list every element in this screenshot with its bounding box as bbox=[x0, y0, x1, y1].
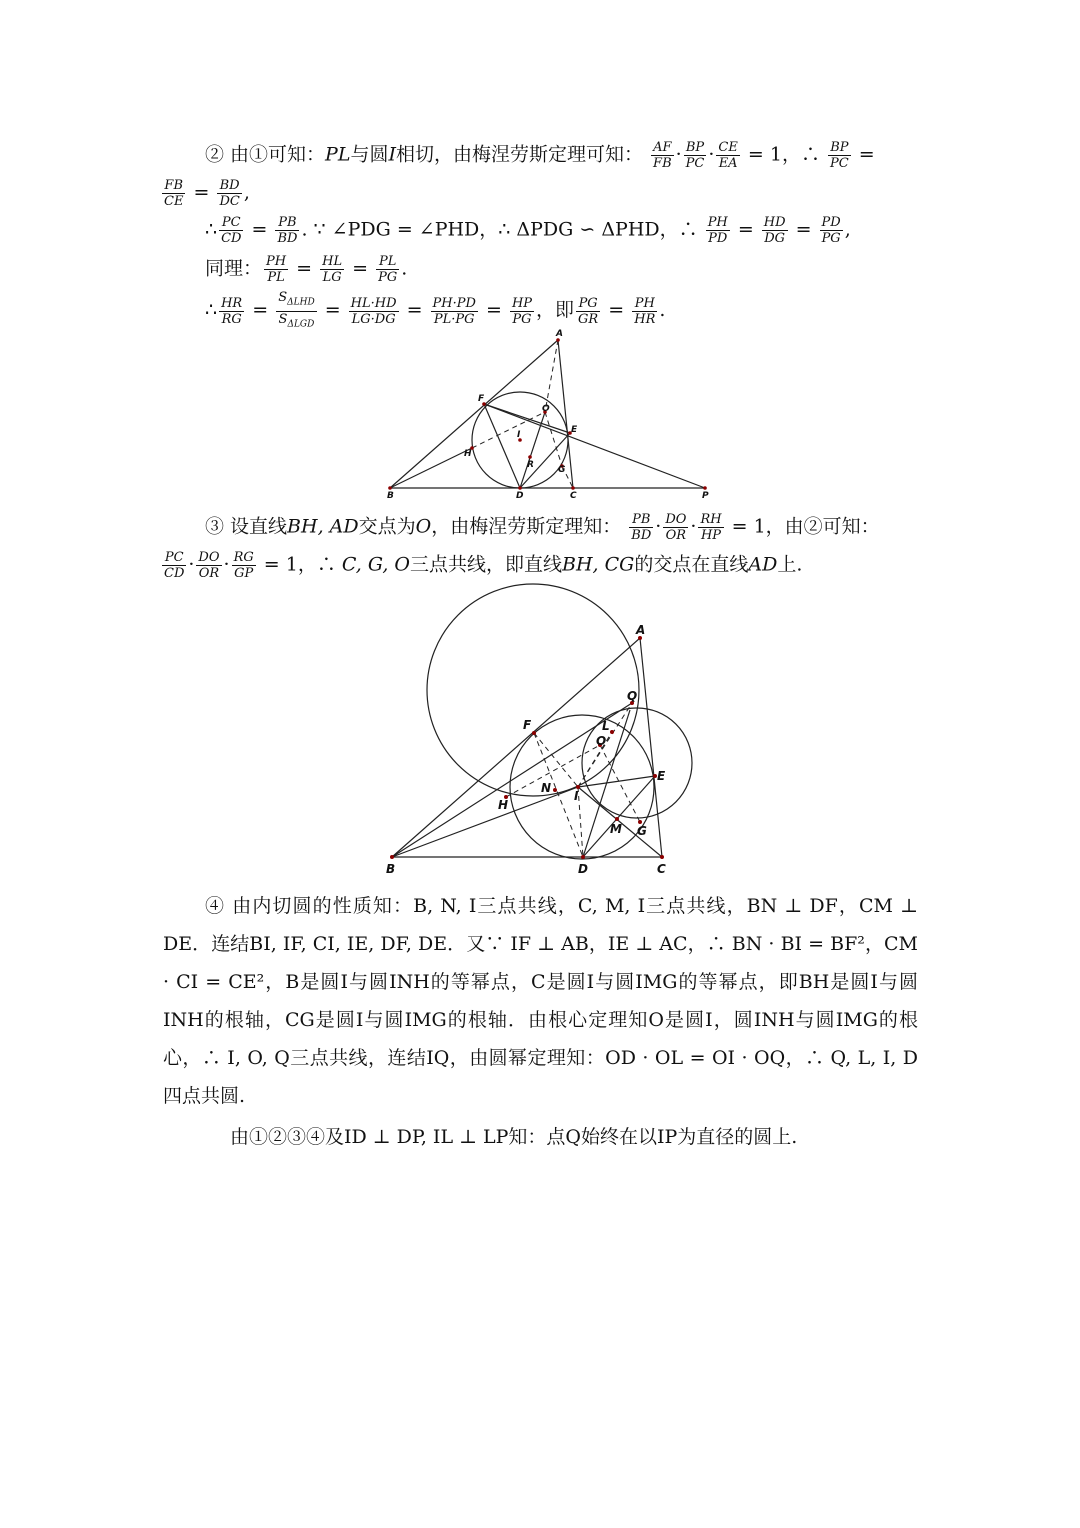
label-B: B bbox=[387, 491, 394, 501]
label-G: G bbox=[558, 465, 566, 475]
point-R bbox=[528, 455, 532, 459]
step2-line5: ∴ $\frac{HR}{RG}$ = $\frac{S_{\Delta LHD}}{S_{\Delta LGD}}$ = $\frac{HL\cdot HD}{LG\cdot DG}$ = $\frac{PH\cdot PD}{PL\cdot PG}$ = $\frac{HP}{PG}$ ，即 $\frac{PG}{GR}$ = $\frac{PH}{HR}$ . bbox=[205, 290, 665, 332]
line-DO bbox=[520, 412, 545, 488]
fraction: $\frac{DO}{OR}$ bbox=[665, 512, 687, 543]
fraction: $\frac{PH}{PL}$ bbox=[266, 254, 287, 285]
fraction: $\frac{DO}{OR}$ bbox=[198, 550, 220, 581]
label-A: A bbox=[636, 623, 646, 637]
label-O: O bbox=[542, 404, 550, 414]
fraction: $\frac{RG}{GP}$ bbox=[233, 550, 254, 581]
label-G: G bbox=[637, 824, 647, 838]
fraction: $\frac{HD}{DG}$ bbox=[763, 215, 786, 246]
fraction: $\frac{BP}{PC}$ bbox=[685, 140, 705, 171]
label-F: F bbox=[478, 394, 485, 404]
label-E: E bbox=[571, 425, 578, 435]
label-H: H bbox=[498, 798, 509, 812]
label-F: F bbox=[523, 718, 532, 732]
label-L: L bbox=[602, 719, 610, 733]
label-I: I bbox=[517, 430, 521, 440]
label-A: A bbox=[556, 329, 563, 339]
label-I: I bbox=[574, 789, 579, 803]
line-BH bbox=[390, 448, 472, 488]
fraction: $\frac{PL}{PG}$ bbox=[378, 254, 398, 285]
label-P: P bbox=[702, 491, 709, 501]
label-M: M bbox=[610, 822, 622, 836]
fraction: $\frac{BD}{DC}$ bbox=[219, 178, 240, 209]
fraction: $\frac{PH\cdot PD}{PL\cdot PG}$ bbox=[432, 295, 476, 327]
dashed-HO bbox=[506, 745, 600, 797]
figure-2-geometry bbox=[380, 580, 720, 880]
step4-paragraph: ④ 由内切圆的性质知：B, N, I三点共线，C, M, I三点共线，BN ⊥ DF，CM ⊥ DE．连结BI, IF, CI, IE, DF, DE．又∵ IF ⊥ AB，IE ⊥ AC，∴ BN · BI = BF²，CM · CI = CE²，B是圆I与圆INH的等幂点，C是圆I与圆IMG的等幂点，即BH是圆I与圆INH的根轴，CG是圆I与圆IMG的根轴．由根心定理知O是圆I，圆INH与圆IMG的根心，∴ I, O, Q三点共线，连结IQ，由圆幂定理知：OD · OL = OI · OQ，∴ Q, L, I, D四点共圆. bbox=[163, 895, 918, 1107]
step3-line1: ③ 设直线BH, AD交点为O，由梅涅劳斯定理知： $\frac{PB}{BD}$ · $\frac{DO}{OR}$ · $\frac{RH}{HP}$ = 1，由②可知： bbox=[205, 512, 880, 543]
label-E: E bbox=[657, 769, 666, 783]
circle-INH bbox=[427, 584, 639, 796]
step3-line2: $\frac{PC}{CD}$ · $\frac{DO}{OR}$ · $\frac{RG}{GP}$ = 1，∴ C, G, O三点共线，即直线BH, CG的交点在直线AD上. bbox=[164, 550, 803, 581]
step2-line4: 同理： $\frac{PH}{PL}$ = $\frac{HL}{LG}$ = $\frac{PL}{PG}$ . bbox=[205, 254, 408, 285]
label-Q: Q bbox=[627, 689, 638, 703]
point-B bbox=[388, 486, 392, 490]
label-D: D bbox=[578, 862, 588, 876]
label-D: D bbox=[516, 491, 524, 501]
dashed-IL bbox=[578, 732, 612, 787]
step2-line2: $\frac{FB}{CE}$ = $\frac{BD}{DC}$ , bbox=[164, 178, 250, 209]
fraction: $\frac{HL\cdot HD}{LG\cdot DG}$ bbox=[350, 295, 397, 327]
fraction: $\frac{PC}{CD}$ bbox=[164, 550, 185, 581]
figure-1-geometry bbox=[380, 328, 720, 503]
label-N: N bbox=[541, 781, 552, 795]
point-D bbox=[518, 486, 522, 490]
label-H: H bbox=[464, 449, 472, 459]
fraction: $\frac{PD}{PG}$ bbox=[821, 215, 841, 246]
point-C bbox=[660, 855, 664, 859]
fraction: $\frac{CE}{EA}$ bbox=[718, 140, 738, 171]
fraction: $\frac{PC}{CD}$ bbox=[221, 215, 242, 246]
label-R: R bbox=[527, 460, 534, 470]
fraction: $\frac{PB}{BD}$ bbox=[277, 215, 298, 246]
label-C: C bbox=[657, 862, 666, 876]
fraction: $\frac{PH}{HR}$ bbox=[634, 295, 656, 327]
point-M bbox=[615, 817, 619, 821]
conclusion-line: 由①②③④及ID ⊥ DP, IL ⊥ LP知：点Q始终在以IP为直径的圆上. bbox=[230, 1126, 798, 1148]
line-BQ bbox=[392, 703, 632, 857]
label-B: B bbox=[386, 862, 396, 876]
point-B bbox=[390, 855, 394, 859]
label-O: O bbox=[596, 734, 607, 748]
line-FP bbox=[484, 404, 705, 488]
fraction: $\frac{FB}{CE}$ bbox=[164, 178, 184, 209]
dashed-AO bbox=[545, 340, 558, 412]
fraction: $\frac{S_{\Delta LHD}}{S_{\Delta LGD}}$ bbox=[278, 290, 315, 330]
fraction: $\frac{HP}{PG}$ bbox=[511, 295, 533, 327]
line-DE bbox=[583, 776, 655, 857]
fraction: $\frac{HR}{RG}$ bbox=[221, 295, 243, 327]
point-N bbox=[553, 788, 557, 792]
fraction: $\frac{HL}{LG}$ bbox=[322, 254, 343, 285]
fraction: $\frac{BP}{PC}$ bbox=[830, 140, 849, 171]
dashed-FI bbox=[534, 733, 578, 787]
point-L bbox=[610, 730, 614, 734]
point-C bbox=[571, 486, 575, 490]
fraction: $\frac{RH}{HP}$ bbox=[700, 512, 722, 543]
dashed-HO bbox=[472, 412, 545, 448]
fraction: $\frac{AF}{FB}$ bbox=[653, 140, 672, 171]
dashed-ID bbox=[578, 787, 583, 857]
fraction: $\frac{PG}{GR}$ bbox=[578, 295, 599, 327]
point-D bbox=[581, 855, 585, 859]
point-P bbox=[703, 486, 707, 490]
label-C: C bbox=[570, 491, 577, 501]
line-FD bbox=[484, 404, 520, 488]
point-F bbox=[532, 731, 536, 735]
line-FE bbox=[484, 404, 570, 433]
fraction: $\frac{PB}{BD}$ bbox=[631, 512, 652, 543]
step2-line3: ∴ $\frac{PC}{CD}$ = $\frac{PB}{BD}$ . ∵ ∠PDG = ∠PHD，∴ ΔPDG ∽ ΔPHD，∴ $\frac{PH}{PD}$ = $\frac{HD}{DG}$ = $\frac{PD}{PG}$ , bbox=[205, 215, 851, 246]
step2-line1: ② 由①可知：PL与圆I相切，由梅涅劳斯定理可知： $\frac{AF}{FB}$ · $\frac{BP}{PC}$ · $\frac{CE}{EA}$ = 1，∴ $\frac{BP}{PC}$ = bbox=[205, 140, 875, 171]
fraction: $\frac{PH}{PD}$ bbox=[707, 215, 728, 246]
